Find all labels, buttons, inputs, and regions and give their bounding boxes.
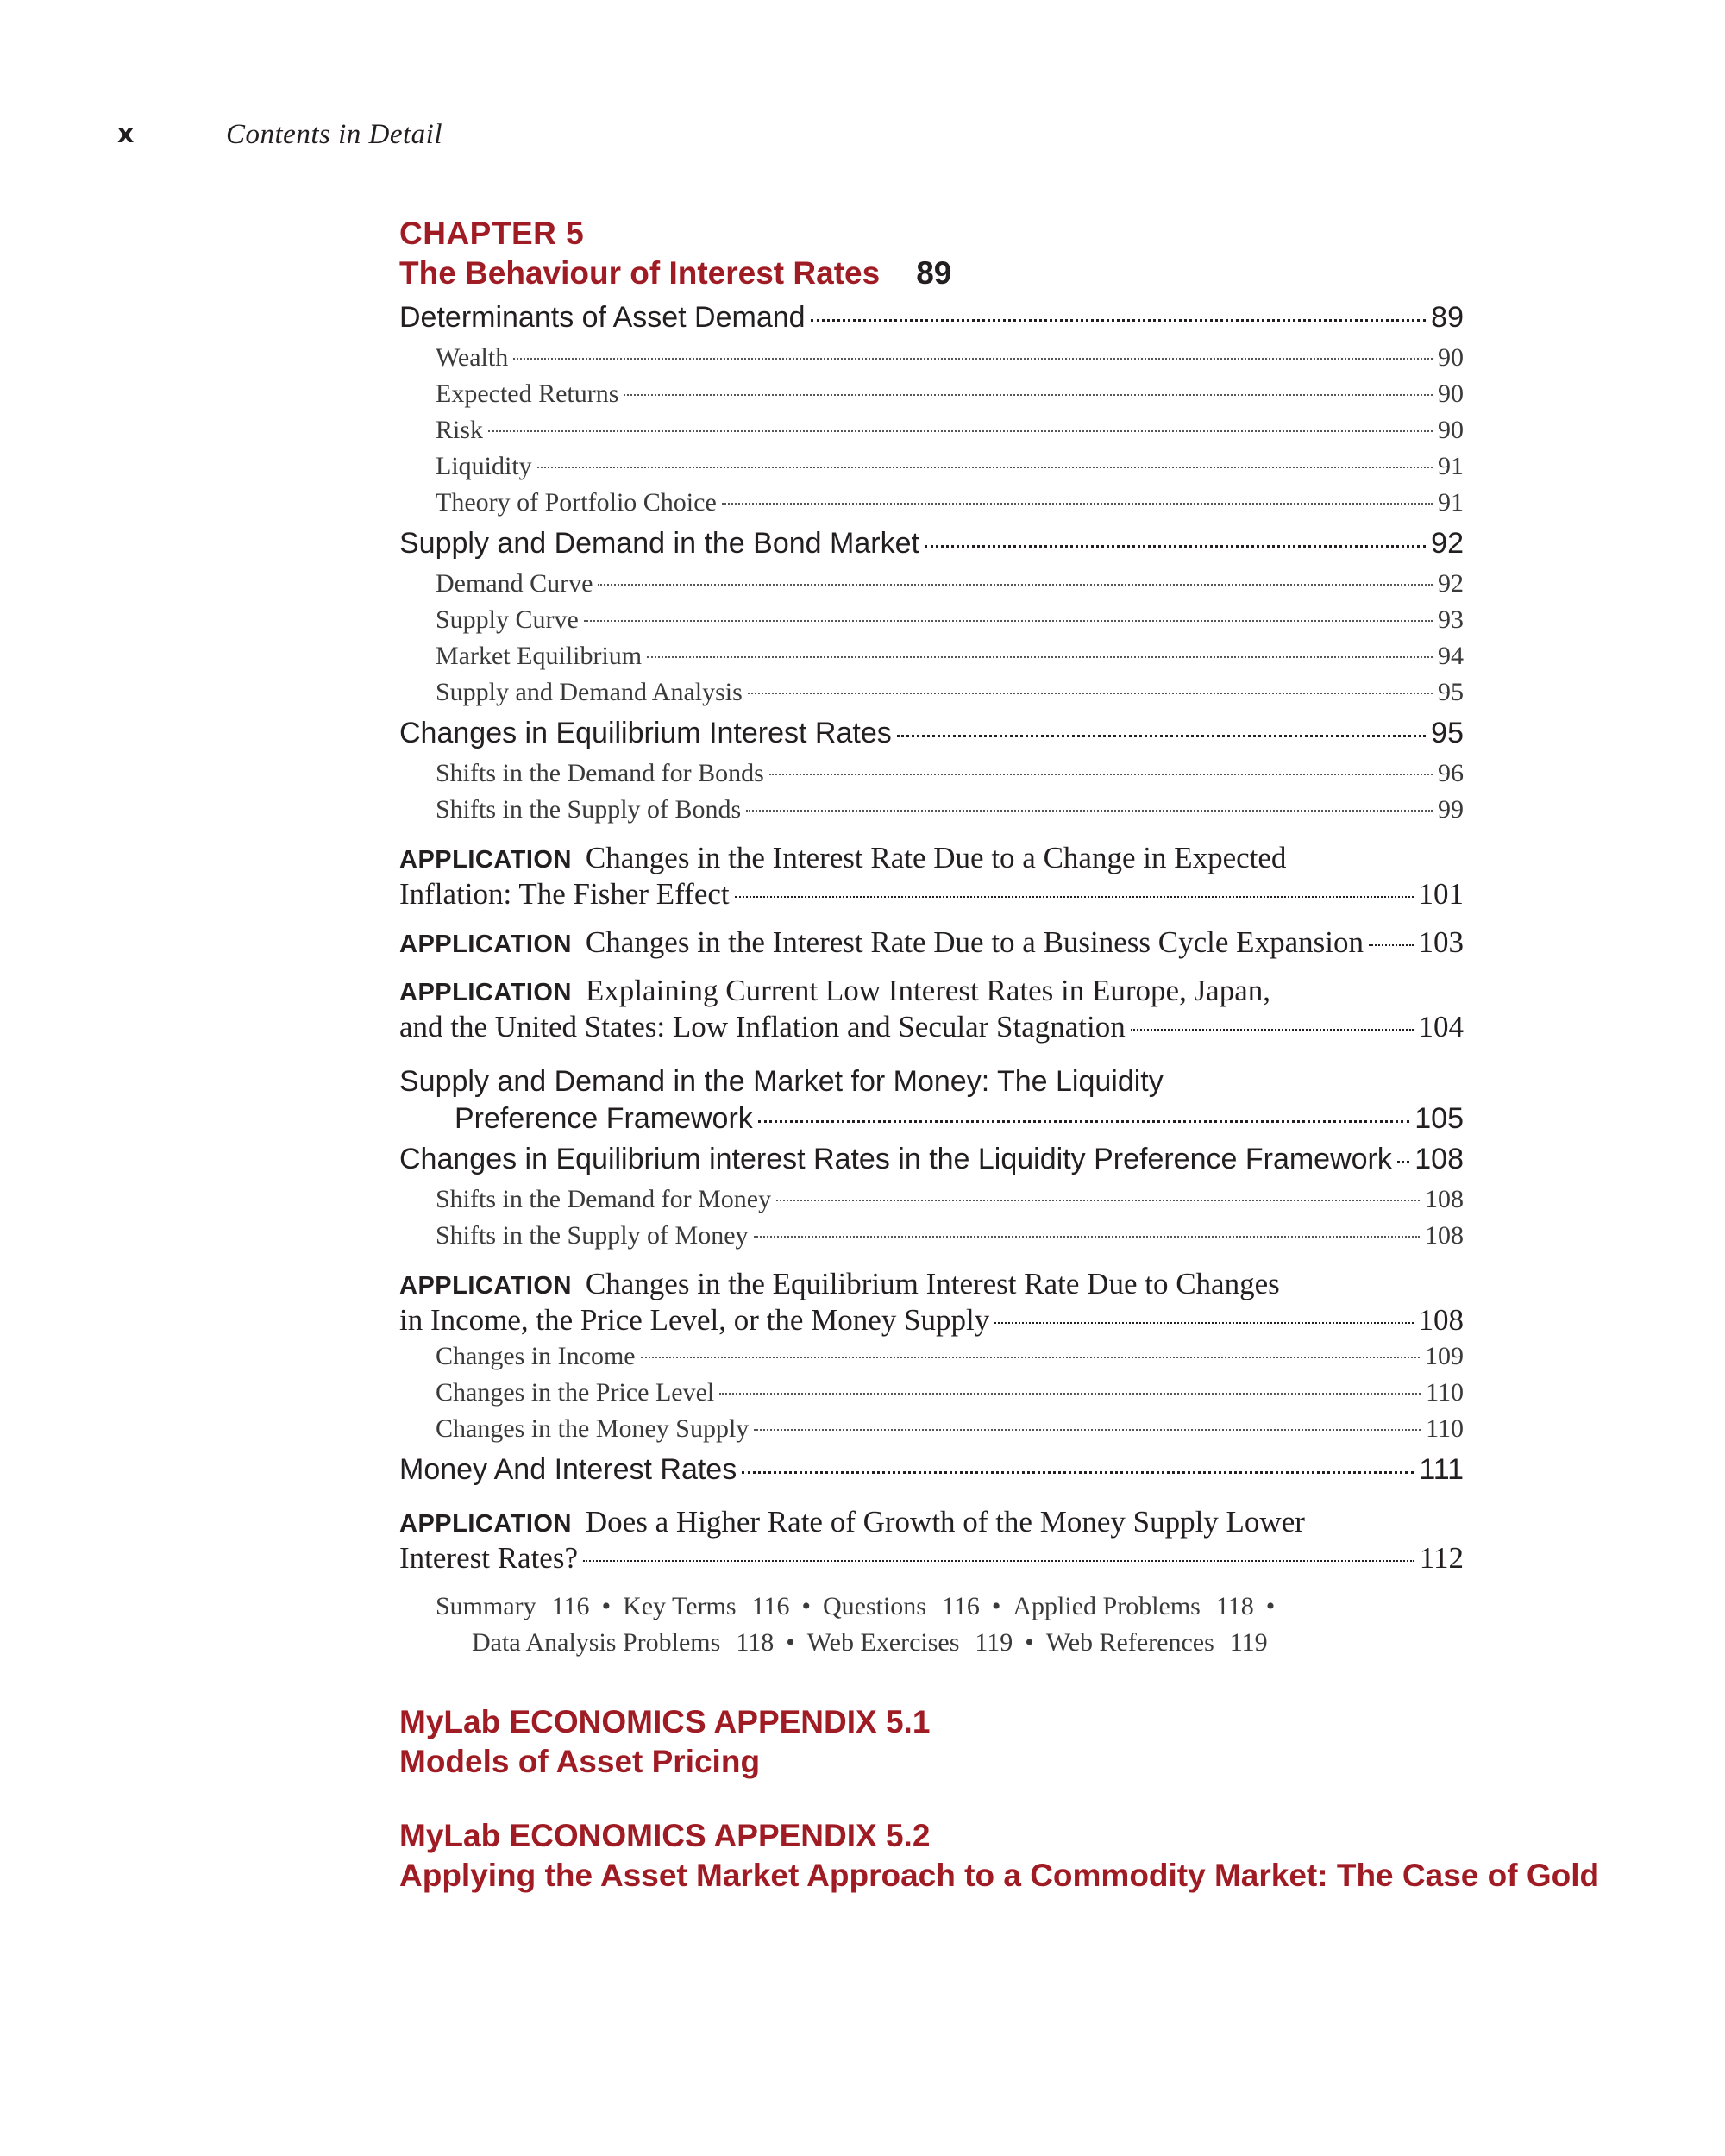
subsection-title: Shifts in the Supply of Bonds (436, 795, 742, 824)
toc-subsection[interactable] (399, 1375, 1464, 1411)
subsection-page: 108 (1425, 1185, 1464, 1213)
section-title: Supply and Demand in the Bond Market (399, 527, 919, 560)
toc-subsection[interactable] (399, 1181, 1464, 1218)
bullet-separator: • (801, 1592, 811, 1620)
toc-subsection[interactable] (399, 340, 1464, 376)
toc-subsection[interactable] (399, 1338, 1464, 1375)
leader-dots (735, 896, 1414, 898)
leader-dots (584, 620, 1433, 622)
application-tag: APPLICATION (399, 1272, 572, 1300)
toc-application[interactable] (399, 840, 1464, 912)
leader-dots (1369, 944, 1414, 946)
application-title: Changes in the Interest Rate Due to a Change in Expected (585, 841, 1287, 874)
leader-dots (488, 430, 1433, 432)
end-of-chapter-list (399, 1589, 1464, 1661)
end-matter-page: 118 (1215, 1592, 1254, 1620)
toc-subsection[interactable] (399, 755, 1464, 792)
application-title: Explaining Current Low Interest Rates in Europe, Japan, (585, 974, 1271, 1007)
leader-dots (537, 467, 1433, 468)
application-page: 112 (1419, 1541, 1464, 1575)
leader-dots (994, 1322, 1413, 1324)
application-title: Changes in the Interest Rate Due to a Business Cycle Expansion (585, 925, 1364, 959)
subsection-page: 99 (1438, 795, 1464, 824)
subsection-title: Expected Returns (436, 379, 619, 408)
end-matter-item[interactable] (807, 1628, 1013, 1657)
toc-application[interactable] (399, 924, 1464, 961)
end-matter-item[interactable] (1046, 1628, 1268, 1657)
appendix-title: Applying the Asset Market Approach to a Commodity Market: The Case of Gold (399, 1858, 1600, 1893)
leader-dots (583, 1560, 1414, 1562)
leader-dots (758, 1120, 1409, 1123)
toc-application[interactable] (399, 1504, 1464, 1576)
appendix-entry[interactable] (399, 1816, 1600, 1896)
leader-dots (1131, 1029, 1414, 1031)
subsection-title: Changes in the Price Level (436, 1378, 715, 1407)
appendix-entry[interactable] (399, 1702, 1464, 1782)
appendix-title: Models of Asset Pricing (399, 1744, 761, 1779)
toc-subsection[interactable] (399, 376, 1464, 412)
section-page: 92 (1431, 527, 1464, 560)
application-line (399, 840, 1464, 876)
application-page: 103 (1418, 925, 1464, 959)
section-page: 89 (1431, 301, 1464, 334)
end-matter-item[interactable] (436, 1592, 590, 1620)
leader-dots (748, 693, 1433, 694)
toc-application[interactable] (399, 1266, 1464, 1338)
section-page: 108 (1414, 1143, 1464, 1175)
chapter-title (399, 254, 1464, 293)
application-page: 108 (1418, 1303, 1464, 1337)
chapter-page: 89 (916, 255, 952, 291)
application-line (399, 876, 1464, 912)
subsection-title: Liquidity (436, 452, 532, 480)
appendix-label: MyLab ECONOMICS APPENDIX 5.2 (399, 1818, 931, 1853)
leader-dots (769, 774, 1433, 775)
leader-dots (925, 545, 1426, 548)
leader-dots (897, 735, 1426, 737)
section-page: 111 (1419, 1453, 1464, 1486)
leader-dots (513, 358, 1433, 360)
end-matter-label: Data Analysis Problems (472, 1628, 721, 1657)
subsection-title: Shifts in the Demand for Money (436, 1185, 772, 1213)
subsection-title: Market Equilibrium (436, 642, 643, 670)
subsection-title: Supply Curve (436, 605, 579, 634)
chapter-title-text: The Behaviour of Interest Rates (399, 255, 881, 291)
end-matter-item[interactable] (623, 1592, 789, 1620)
application-title-cont: Interest Rates? (399, 1541, 578, 1575)
leader-dots (811, 319, 1427, 322)
leader-dots (598, 584, 1433, 586)
end-matter-label: Web Exercises (806, 1628, 960, 1657)
leader-dots (719, 1393, 1421, 1395)
toc-section[interactable] (399, 1447, 1464, 1492)
subsection-page: 110 (1426, 1414, 1464, 1443)
section-title: Money And Interest Rates (399, 1453, 737, 1486)
leader-dots (746, 810, 1433, 812)
subsection-page: 94 (1438, 642, 1464, 670)
bullet-separator: • (601, 1592, 612, 1620)
appendix-label: MyLab ECONOMICS APPENDIX 5.1 (399, 1704, 931, 1739)
end-matter-item[interactable] (823, 1592, 980, 1620)
end-matter-page: 116 (751, 1592, 790, 1620)
end-matter-label: Web References (1045, 1628, 1214, 1657)
subsection-title: Shifts in the Supply of Money (436, 1221, 749, 1250)
end-matter-item[interactable] (1013, 1592, 1253, 1620)
application-line (399, 1009, 1464, 1045)
page-folio: x (117, 119, 135, 149)
application-title-cont: and the United States: Low Inflation and Secular Stagnation (399, 1010, 1126, 1044)
leader-dots (647, 656, 1433, 658)
subsection-page: 96 (1438, 759, 1464, 787)
subsection-page: 90 (1438, 379, 1464, 408)
subsection-page: 108 (1425, 1221, 1464, 1250)
application-title-cont: Inflation: The Fisher Effect (399, 877, 730, 911)
section-page: 105 (1414, 1102, 1464, 1135)
toc-subsection[interactable] (399, 674, 1464, 711)
end-matter-page: 118 (736, 1628, 775, 1657)
end-matter-line (436, 1625, 1464, 1661)
section-title: Supply and Demand in the Market for Money: The Liquidity (399, 1065, 1164, 1098)
end-matter-label: Questions (822, 1592, 926, 1620)
leader-dots (754, 1236, 1420, 1238)
subsection-title: Risk (436, 416, 484, 444)
subsection-title: Shifts in the Demand for Bonds (436, 759, 764, 787)
running-head (0, 119, 1725, 162)
application-title-cont: in Income, the Price Level, or the Money Supply (399, 1303, 990, 1337)
application-page: 101 (1418, 877, 1464, 911)
subsection-page: 92 (1438, 569, 1464, 598)
leader-dots (641, 1357, 1420, 1358)
toc-subsection[interactable] (399, 448, 1464, 485)
subsection-page: 90 (1438, 416, 1464, 444)
bullet-separator: • (991, 1592, 1001, 1620)
application-line (399, 1540, 1464, 1576)
leader-dots (742, 1471, 1414, 1474)
end-matter-label: Summary (436, 1592, 536, 1620)
subsection-title: Demand Curve (436, 569, 593, 598)
subsection-title: Changes in Income (436, 1342, 636, 1370)
leader-dots (754, 1429, 1421, 1431)
end-matter-page: 116 (551, 1592, 590, 1620)
section-line (399, 1100, 1464, 1137)
application-tag: APPLICATION (399, 979, 572, 1006)
application-page: 104 (1418, 1010, 1464, 1044)
subsection-page: 110 (1426, 1378, 1464, 1407)
bullet-separator: • (1265, 1592, 1276, 1620)
leader-dots (624, 394, 1433, 396)
end-matter-page: 119 (1229, 1628, 1268, 1657)
end-matter-page: 119 (975, 1628, 1013, 1657)
application-tag: APPLICATION (399, 931, 572, 958)
subsection-title: Changes in the Money Supply (436, 1414, 750, 1443)
toc-subsection[interactable] (399, 485, 1464, 521)
application-title: Changes in the Equilibrium Interest Rate Due to Changes (585, 1267, 1280, 1300)
application-line (399, 1266, 1464, 1302)
toc-section[interactable] (399, 711, 1464, 755)
section-page: 95 (1431, 717, 1464, 749)
running-head-title: Contents in Detail (226, 119, 442, 150)
toc-column (399, 214, 1600, 1896)
subsection-page: 93 (1438, 605, 1464, 634)
application-title: Does a Higher Rate of Growth of the Money Supply Lower (585, 1505, 1305, 1539)
chapter-label: CHAPTER 5 (399, 216, 585, 251)
toc-subsection[interactable] (399, 638, 1464, 674)
toc-subsection[interactable] (399, 792, 1464, 828)
leader-dots (1397, 1161, 1409, 1163)
section-title: Changes in Equilibrium Interest Rates (399, 717, 892, 749)
application-tag: APPLICATION (399, 1510, 572, 1538)
subsection-page: 90 (1438, 343, 1464, 372)
toc-section[interactable] (399, 521, 1464, 566)
subsection-title: Theory of Portfolio Choice (436, 488, 717, 517)
application-line (399, 1504, 1464, 1540)
section-title: Changes in Equilibrium interest Rates in the Liquidity Preference Framework (399, 1143, 1392, 1175)
subsection-title: Supply and Demand Analysis (436, 678, 743, 706)
application-line (399, 1302, 1464, 1338)
bullet-separator: • (1025, 1628, 1034, 1657)
end-matter-page: 116 (941, 1592, 980, 1620)
section-title-cont: Preference Framework (455, 1102, 753, 1135)
bullet-separator: • (786, 1628, 795, 1657)
toc-subsection[interactable] (399, 566, 1464, 602)
subsection-page: 91 (1438, 488, 1464, 517)
toc-subsection[interactable] (399, 602, 1464, 638)
subsection-page: 109 (1425, 1342, 1464, 1370)
toc-subsection[interactable] (399, 412, 1464, 448)
end-matter-line (436, 1589, 1464, 1625)
toc-section[interactable] (399, 1137, 1464, 1181)
section-title: Determinants of Asset Demand (399, 301, 806, 334)
toc-section[interactable] (399, 295, 1464, 340)
leader-dots (776, 1200, 1420, 1201)
toc-application[interactable] (399, 973, 1464, 1045)
end-matter-label: Applied Problems (1013, 1592, 1201, 1620)
end-matter-label: Key Terms (623, 1592, 737, 1620)
leader-dots (722, 503, 1433, 505)
subsection-page: 95 (1438, 678, 1464, 706)
application-line (399, 973, 1464, 1009)
subsection-title: Wealth (436, 343, 509, 372)
application-line (399, 924, 1464, 961)
toc-section[interactable] (399, 1062, 1464, 1137)
application-tag: APPLICATION (399, 846, 572, 874)
subsection-page: 91 (1438, 452, 1464, 480)
toc-subsection[interactable] (399, 1411, 1464, 1447)
end-matter-item[interactable] (472, 1628, 774, 1657)
toc-subsection[interactable] (399, 1218, 1464, 1254)
